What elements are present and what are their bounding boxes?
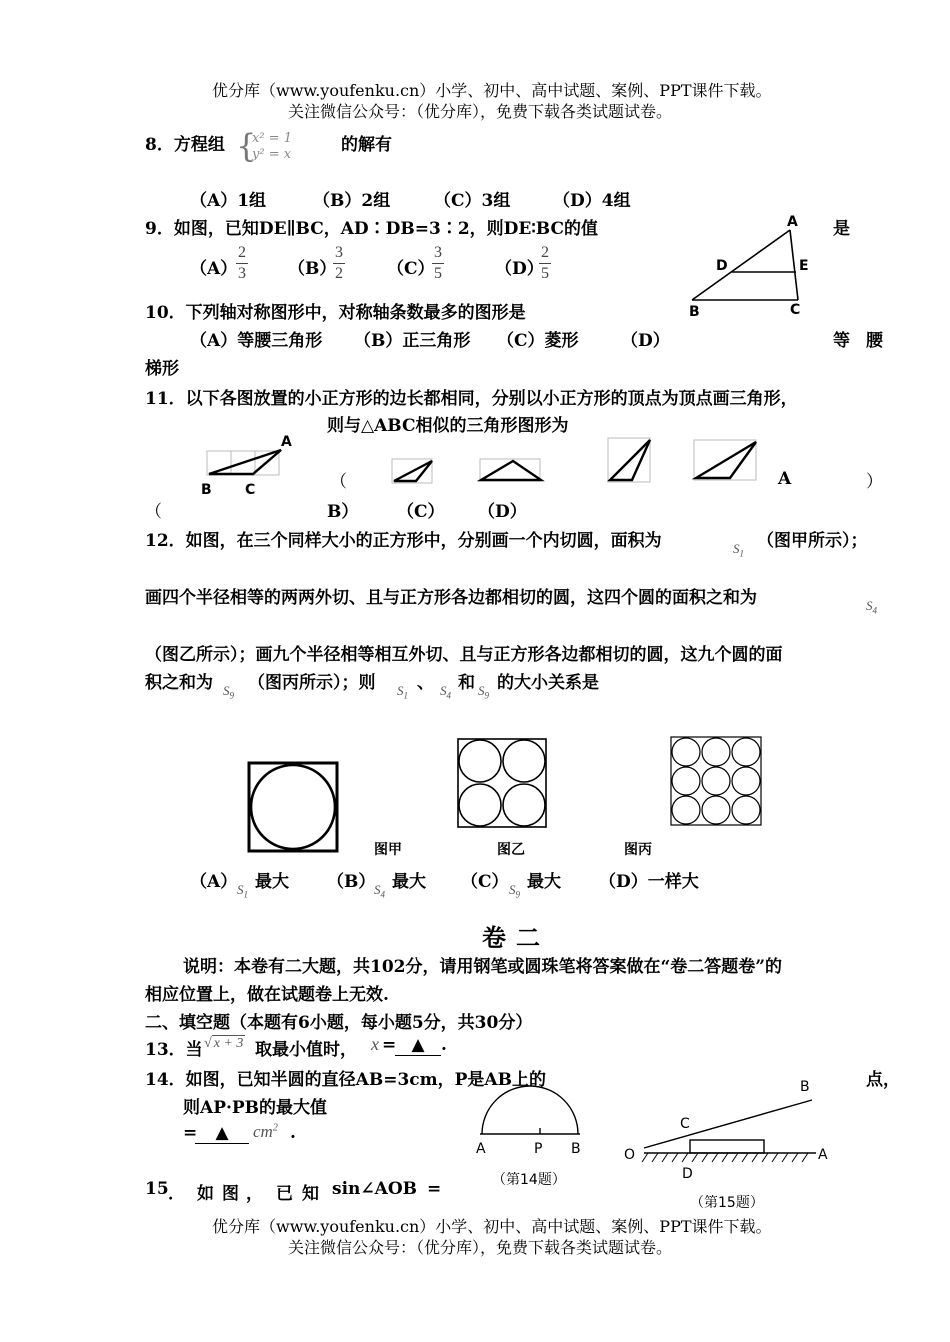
q12-stem-1-end: （图甲所示）；	[757, 531, 868, 551]
q11-label-b: B	[201, 482, 212, 498]
q14-arc	[482, 1086, 578, 1134]
q15-figure	[620, 1076, 835, 1216]
q12-stem-3: （图乙所示）；画九个半径相等相互外切、且与正方形各边都相切的圆，这九个圆的面	[145, 645, 783, 665]
q15-label-o: O	[624, 1147, 636, 1163]
q12-s4b-letter: S	[440, 683, 447, 698]
q11-option-c-triangle	[610, 440, 650, 480]
q9-option-b-fraction	[333, 243, 345, 284]
q9-label-a: A	[787, 214, 798, 230]
q9-label-b: B	[689, 304, 700, 320]
q10-option-a: （A）等腰三角形	[190, 331, 323, 351]
q14-unit	[253, 1122, 278, 1142]
q11-option-a-triangle	[394, 461, 432, 481]
q12-s1-symbol-b	[397, 683, 408, 701]
q14-end: .	[290, 1123, 296, 1143]
q9-b-denominator: 2	[335, 265, 343, 282]
q12-option-b-label: （B）	[327, 872, 376, 892]
q10-option-d-text-2: 腰	[866, 331, 883, 351]
q15-stem-2: ．	[168, 1184, 185, 1204]
q9-option-b-label: （B）	[288, 259, 337, 279]
q15-stem-6: 已	[276, 1184, 293, 1204]
q9-stem: 9．如图，已知DE∥BC，AD∶DB=3∶2，则DE∶BC的值	[145, 219, 599, 239]
q8-system-line1: x² = 1	[252, 131, 292, 146]
q9-option-a-label: （A）	[190, 259, 238, 279]
q11-label-c: C	[245, 482, 256, 498]
q8-system-line2: y² = x	[252, 147, 292, 162]
q11-option-d-triangle	[696, 442, 756, 478]
q15-stem-3: 如	[197, 1184, 214, 1204]
q11-figure-abc	[195, 430, 305, 500]
q13-answer-blank[interactable]: ▲	[395, 1035, 441, 1056]
q9-a-numerator: 2	[236, 243, 248, 264]
q14-caption: （第14题）	[492, 1172, 566, 1188]
q11-figure-option-d	[690, 436, 762, 484]
q9-c-numerator: 3	[432, 243, 444, 264]
q12-s9b-letter: S	[478, 683, 485, 698]
q12-option-d: （D）一样大	[599, 872, 699, 892]
header-line-1: 优分库（www.youfenku.cn）小学、初中、高中试题、案例、PPT课件下载。	[212, 81, 772, 100]
q11-stem-2: 则与△ABC相似的三角形图形为	[327, 416, 569, 436]
q15-label-d: D	[682, 1166, 693, 1182]
q12-option-a-symbol	[237, 882, 248, 900]
q12-stem-4c: 、	[417, 673, 434, 693]
part2-note-1: 说明：本卷有二大题，共102分，请用钢笔或圆珠笔将答案做在“卷二答题卷”的	[183, 957, 783, 977]
q12-s1-letter: S	[733, 541, 740, 556]
footer-line-2: 关注微信公众号：（优分库），免费下载各类试题试卷。	[288, 1238, 673, 1257]
q11-triangle-abc	[209, 450, 281, 474]
q12-option-c-end: 最大	[527, 872, 561, 892]
q12-stem-1: 12．如图，在三个同样大小的正方形中，分别画一个内切圆，面积为	[145, 531, 662, 551]
q12-option-a-end: 最大	[255, 872, 289, 892]
q12-jia-circle	[251, 765, 335, 849]
q12-s1b-letter: S	[397, 683, 404, 698]
q8-brace-icon: {	[236, 127, 257, 165]
q11-figure-option-a	[388, 455, 440, 487]
q9-label-e: E	[799, 258, 809, 274]
q13-end: .	[441, 1035, 447, 1055]
q14-line-2: 则AP·PB的最大值	[183, 1098, 328, 1118]
q11-stem-1: 11．以下各图放置的小正方形的边长都相同，分别以小正方形的顶点为顶点画三角形，	[145, 389, 798, 409]
part2-note-2: 相应位置上，做在试题卷上无效.	[145, 985, 389, 1005]
q14-answer-blank[interactable]: ▲	[195, 1123, 249, 1144]
q10-option-d-text-3: 梯形	[145, 359, 179, 379]
q12-s4-symbol	[866, 598, 877, 616]
q13-equals: =	[382, 1035, 397, 1055]
q9-a-denominator: 3	[238, 265, 246, 282]
q8-option-d: （D）4组	[553, 191, 631, 211]
q9-b-numerator: 3	[333, 243, 345, 264]
q12-opt-c-sub: 9	[515, 889, 520, 900]
q12-figure-label-yi: 图乙	[497, 842, 525, 858]
q15-caption: （第15题）	[690, 1195, 764, 1211]
q15-label-b: B	[800, 1079, 810, 1095]
q12-stem-4e: 的大小关系是	[497, 673, 599, 693]
q12-s4-sub: 4	[872, 605, 877, 616]
q12-stem-2: 画四个半径相等的两两外切、且与正方形各边都相切的圆，这四个圆的面积之和为	[145, 588, 757, 608]
q14-label-a: A	[476, 1141, 486, 1157]
header-line-2: 关注微信公众号：（优分库），免费下载各类试题试卷。	[288, 102, 673, 121]
q13-radical-icon: √	[204, 1036, 212, 1051]
q12-s9-symbol-a	[223, 683, 234, 701]
q15-stem-8: sin∠AOB	[332, 1179, 417, 1199]
q12-opt-b-sub: 4	[380, 889, 385, 900]
q12-figure-jia	[246, 760, 342, 856]
q12-option-c-label: （C）	[461, 872, 509, 892]
part2-title: 卷二	[482, 923, 550, 952]
q8-option-c: （C）3组	[434, 191, 511, 211]
q10-option-c: （C）菱形	[497, 331, 579, 351]
q13-sqrt	[204, 1036, 245, 1052]
q12-option-a-label: （A）	[190, 872, 238, 892]
q15-stem-4: 图	[222, 1184, 239, 1204]
q8-stem-b: 的解有	[341, 135, 392, 155]
q11-label-answer-a: A	[778, 469, 792, 489]
q15-label-a: A	[818, 1147, 828, 1163]
q15-stem-5: ，	[246, 1184, 263, 1204]
q12-s4-letter: S	[866, 598, 873, 613]
q15-ground-hatch	[642, 1153, 808, 1162]
q14-label-p: P	[534, 1141, 543, 1157]
q13-stem-a: 13．当	[145, 1040, 203, 1060]
q9-c-denominator: 5	[434, 265, 442, 282]
q9-stem-end: 是	[833, 219, 850, 239]
q9-option-d-fraction	[539, 243, 551, 284]
q10-stem: 10．下列轴对称图形中，对称轴条数最多的图形是	[145, 303, 526, 323]
q10-option-d: （D）	[621, 331, 670, 351]
q12-figure-bing	[668, 734, 766, 830]
q11-left-paren: （	[145, 502, 162, 522]
q15-ray-ob	[644, 1100, 812, 1148]
part2-section-title: 二、填空题（本题有6小题，每小题5分，共30分）	[145, 1013, 533, 1033]
q14-unit-text: cm	[253, 1122, 273, 1141]
q12-s1-symbol	[733, 541, 744, 559]
q13-variable: x	[371, 1034, 379, 1054]
q14-label-b: B	[571, 1141, 581, 1157]
q14-semicircle-figure	[470, 1082, 590, 1192]
q12-stem-4a: 积之和为	[145, 673, 213, 693]
q9-side-ac	[790, 230, 798, 300]
q11-paren-close: ）	[866, 472, 883, 492]
q14-stem-end: 点，	[866, 1070, 900, 1090]
q9-triangle-figure	[680, 210, 820, 322]
q12-figure-label-bing: 图丙	[624, 842, 652, 858]
q11-label-answer-b: B）	[327, 502, 359, 522]
q12-opt-a-sub: 1	[243, 889, 248, 900]
q12-option-b-symbol	[374, 882, 385, 900]
q12-s9a-sub: 9	[229, 690, 234, 701]
q11-paren-open: （	[330, 472, 347, 492]
q9-label-d: D	[716, 258, 728, 274]
q9-option-c-fraction	[432, 243, 444, 284]
q8-option-b: （B）2组	[313, 191, 391, 211]
q13-stem-b: 取最小值时，	[255, 1040, 357, 1060]
q12-opt-c-letter: S	[509, 882, 516, 897]
q11-option-b-triangle	[481, 461, 541, 480]
q9-d-numerator: 2	[539, 243, 551, 264]
q12-s9-symbol-b	[478, 683, 489, 701]
q12-opt-b-letter: S	[374, 882, 381, 897]
q12-stem-4b: （图丙所示）；则	[248, 673, 376, 693]
q11-label-a: A	[281, 434, 292, 450]
q13-radicand: x + 3	[213, 1036, 244, 1051]
q9-option-c-label: （C）	[387, 259, 435, 279]
q14-stem: 14．如图，已知半圆的直径AB=3cm，P是AB上的	[145, 1070, 546, 1090]
q12-s4b-sub: 4	[446, 690, 451, 701]
q12-option-b-end: 最大	[392, 872, 426, 892]
q15-label-c: C	[680, 1116, 690, 1132]
q15-block	[690, 1140, 764, 1153]
q12-s4-symbol-b	[440, 683, 451, 701]
q10-option-b: （B）正三角形	[354, 331, 471, 351]
q12-s1-sub: 1	[739, 548, 744, 559]
q12-opt-a-letter: S	[237, 882, 244, 897]
q9-label-c: C	[790, 302, 801, 318]
q9-option-a-fraction	[236, 243, 248, 284]
q12-figure-label-jia: 图甲	[374, 842, 402, 858]
footer-line-1: 优分库（www.youfenku.cn）小学、初中、高中试题、案例、PPT课件下载。	[212, 1217, 772, 1236]
q15-stem-7: 知	[302, 1184, 319, 1204]
q12-stem-4d: 和	[458, 673, 475, 693]
q9-d-denominator: 5	[541, 265, 549, 282]
q8-stem-a: 8．方程组	[145, 135, 225, 155]
q9-side-ab	[692, 230, 790, 300]
q12-figure-yi	[455, 736, 551, 832]
q11-label-answer-d: （D）	[478, 502, 527, 522]
q10-option-d-text-1: 等	[833, 331, 850, 351]
q14-unit-sup: 2	[272, 1122, 278, 1134]
q14-equals: =	[183, 1123, 198, 1143]
q8-system	[236, 127, 336, 165]
q8-option-a: （A）1组	[190, 191, 267, 211]
q11-label-answer-c: （C）	[397, 502, 445, 522]
q11-figure-option-c	[600, 434, 656, 486]
q15-stem-1: 15	[145, 1179, 169, 1199]
q12-s9a-letter: S	[223, 683, 230, 698]
q12-s1b-sub: 1	[403, 690, 408, 701]
q15-stem-9: =	[427, 1179, 442, 1199]
q9-option-d-label: （D）	[495, 259, 544, 279]
q12-option-c-symbol	[509, 882, 520, 900]
q11-figure-option-b	[475, 453, 547, 487]
q12-s9b-sub: 9	[484, 690, 489, 701]
